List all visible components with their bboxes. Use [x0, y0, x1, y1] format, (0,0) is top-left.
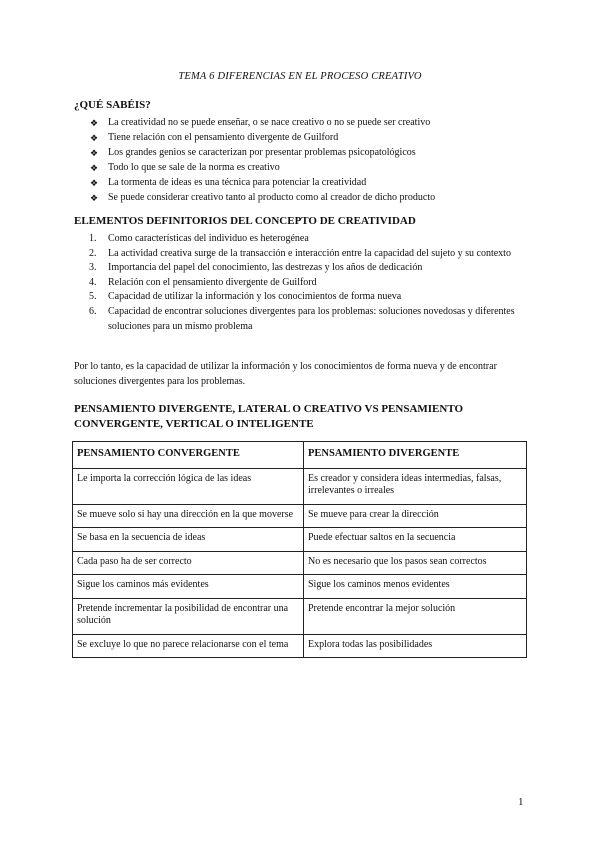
table-cell: Pretende incrementar la posibilidad de encontrar una solución — [73, 598, 304, 634]
column-header-divergente: PENSAMIENTO DIVERGENTE — [304, 442, 527, 469]
list-item-text: Todo lo que se sale de la norma es creativo — [108, 161, 280, 173]
list-item — [89, 232, 529, 247]
table-cell: Se mueve para crear la dirección — [304, 504, 527, 528]
table-cell: Es creador y considera ideas intermedias, falsas, irrelevantes o irreales — [304, 468, 527, 504]
list-number: 5. — [89, 291, 97, 303]
list-number: 4. — [89, 276, 97, 288]
comparison-table — [72, 441, 527, 658]
diamond-bullet-icon: ❖ — [90, 177, 99, 188]
list-item — [89, 290, 529, 305]
list-item — [90, 191, 435, 206]
diamond-bullet-icon: ❖ — [90, 132, 99, 143]
diamond-bullet-icon: ❖ — [90, 162, 99, 173]
list-number: 6. — [89, 305, 97, 317]
table-cell: Pretende encontrar la mejor solución — [304, 598, 527, 634]
list-item-text: La actividad creativa surge de la transacción e interacción entre la capacidad del sujeto y su contexto — [108, 247, 511, 259]
table-row — [73, 528, 527, 552]
list-number: 3. — [89, 262, 97, 274]
table-row — [73, 634, 527, 658]
table-cell: Se excluye lo que no parece relacionarse con el tema — [73, 634, 304, 658]
list-number: 2. — [89, 247, 97, 259]
table-header-row — [73, 442, 527, 469]
section-heading-elementos: ELEMENTOS DEFINITORIOS DEL CONCEPTO DE CREATIVIDAD — [74, 215, 416, 227]
list-item — [89, 276, 529, 291]
list-item-text: Los grandes genios se caracterizan por presentar problemas psicopatológicos — [108, 146, 416, 158]
list-item — [90, 116, 435, 131]
list-item — [89, 261, 529, 276]
table-cell: Sigue los caminos menos evidentes — [304, 575, 527, 599]
diamond-bullet-icon: ❖ — [90, 147, 99, 158]
column-header-convergente: PENSAMIENTO CONVERGENTE — [73, 442, 304, 469]
table-row — [73, 551, 527, 575]
diamond-bullet-icon: ❖ — [90, 192, 99, 203]
table-row — [73, 468, 527, 504]
table-cell: Puede efectuar saltos en la secuencia — [304, 528, 527, 552]
list-item — [89, 247, 529, 262]
table-cell: Le importa la corrección lógica de las ideas — [73, 468, 304, 504]
table-cell: No es necesario que los pasos sean correctos — [304, 551, 527, 575]
page-number: 1 — [518, 796, 524, 808]
list-item-text: Tiene relación con el pensamiento divergente de Guilford — [108, 131, 339, 143]
list-item-text: Capacidad de encontrar soluciones divergentes para los problemas: soluciones novedosas y diferentes soluciones para un mismo problema — [108, 305, 515, 332]
list-item — [90, 131, 435, 146]
list-number: 1. — [89, 233, 97, 244]
table-cell: Explora todas las posibilidades — [304, 634, 527, 658]
table-row — [73, 598, 527, 634]
table-cell: Cada paso ha de ser correcto — [73, 551, 304, 575]
conclusion-paragraph: Por lo tanto, es la capacidad de utilizar la información y los conocimientos de forma nueva y de encontrar soluciones divergentes para los problemas. — [74, 361, 497, 387]
list-item — [90, 161, 435, 176]
list-item-text: Relación con el pensamiento divergente de Guilford — [108, 276, 317, 288]
list-item-text: La creatividad no se puede enseñar, o se nace creativo o no se puede ser creativo — [108, 117, 431, 128]
document-title: TEMA 6 DIFERENCIAS EN EL PROCESO CREATIVO — [178, 71, 422, 82]
table-cell: Se basa en la secuencia de ideas — [73, 528, 304, 552]
list-item — [89, 305, 529, 334]
section-heading-que-sabeis: ¿QUÉ SABÉIS? — [74, 99, 151, 111]
bullet-list — [90, 116, 435, 205]
diamond-bullet-icon: ❖ — [90, 118, 99, 128]
list-item — [90, 146, 435, 161]
section-heading-pensamiento: PENSAMIENTO DIVERGENTE, LATERAL O CREATIVO VS PENSAMIENTO CONVERGENTE, VERTICAL O INTELIGENTE — [74, 403, 464, 430]
list-item-text: Se puede considerar creativo tanto al producto como al creador de dicho producto — [108, 191, 436, 203]
list-item-text: Como características del individuo es heterogénea — [108, 233, 309, 244]
numbered-list — [89, 232, 529, 334]
list-item-text: Capacidad de utilizar la información y los conocimientos de forma nueva — [108, 291, 402, 303]
table-row — [73, 504, 527, 528]
table-cell: Se mueve solo si hay una dirección en la que moverse — [73, 504, 304, 528]
list-item — [90, 176, 435, 191]
list-item-text: Importancia del papel del conocimiento, las destrezas y los años de dedicación — [108, 262, 423, 274]
table-row — [73, 575, 527, 599]
table-cell: Sigue los caminos más evidentes — [73, 575, 304, 599]
list-item-text: La tormenta de ideas es una técnica para potenciar la creatividad — [108, 176, 367, 188]
